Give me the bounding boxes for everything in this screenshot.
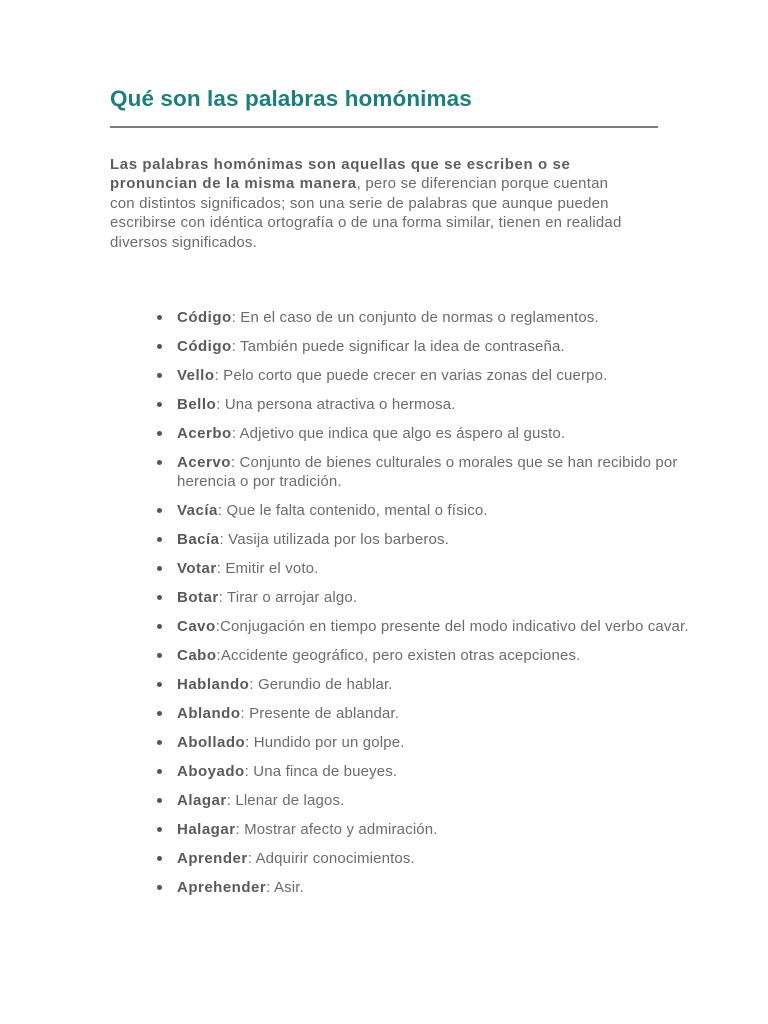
definition: : Tirar o arrojar algo. <box>218 589 358 607</box>
list-item <box>177 395 727 414</box>
intro-paragraph <box>110 155 630 252</box>
definition: : Que le falta contenido, mental o físico. <box>217 502 488 520</box>
intro-bold: Las palabras homónimas son aquellas que se escriben o se pronuncian de la misma manera <box>110 156 571 193</box>
term: Aprender <box>177 850 248 868</box>
term: Abollado <box>177 734 246 752</box>
term: Botar <box>177 589 219 607</box>
term: Bello <box>177 396 217 413</box>
term: Cabo <box>177 647 217 665</box>
definition: : Llenar de lagos. <box>226 792 345 810</box>
term: Vacía <box>177 502 218 520</box>
definition: : Conjunto de bienes culturales o morales que se han recibido por herencia o por tradición. <box>177 454 678 491</box>
definition: : Adjetivo que indica que algo es áspero al gusto. <box>231 425 566 442</box>
list-item <box>177 617 727 636</box>
list-item <box>177 366 727 385</box>
definition: : Pelo corto que puede crecer en varias zonas del cuerpo. <box>214 367 608 384</box>
definition: : Hundido por un golpe. <box>245 734 405 752</box>
list-item <box>177 849 727 868</box>
title-divider <box>110 126 658 128</box>
definition: : Mostrar afecto y admiración. <box>235 821 438 839</box>
definition: : Vasija utilizada por los barberos. <box>219 531 449 549</box>
list-item <box>177 820 727 839</box>
page-title: Qué son las palabras homónimas <box>110 86 472 111</box>
definition: : Gerundio de hablar. <box>249 676 393 694</box>
term: Código <box>177 338 232 355</box>
term: Hablando <box>177 676 250 694</box>
definition: : Presente de ablandar. <box>240 705 400 723</box>
term: Código <box>177 309 232 326</box>
definition: : En el caso de un conjunto de normas o reglamentos. <box>231 309 599 326</box>
term: Acervo <box>177 454 231 471</box>
list-item <box>177 453 727 492</box>
list-item <box>177 337 727 356</box>
definition: : Una finca de bueyes. <box>244 763 398 781</box>
definition: : Emitir el voto. <box>216 560 319 578</box>
definition: : Adquirir conocimientos. <box>247 850 415 868</box>
term: Bacía <box>177 531 220 549</box>
list-item <box>177 791 727 810</box>
list-item <box>177 878 727 897</box>
list-item <box>177 646 727 665</box>
definition: :Conjugación en tiempo presente del modo indicativo del verbo cavar. <box>215 618 689 636</box>
intro-text: , pero se diferencian porque cuentan con distintos significados; son una serie de palabras que aunque pueden escribirse con idéntica ortografía o de una forma similar, tienen en realidad diversos significados. <box>110 175 622 251</box>
definition: :Accidente geográfico, pero existen otras acepciones. <box>216 647 581 665</box>
list-item <box>177 704 727 723</box>
list-item <box>177 530 727 549</box>
list-item <box>177 588 727 607</box>
list-item <box>177 501 727 520</box>
term: Cavo <box>177 618 216 636</box>
term: Votar <box>177 560 217 578</box>
definition: : También puede significar la idea de contraseña. <box>231 338 565 355</box>
list-item <box>177 733 727 752</box>
term: Alagar <box>177 792 227 810</box>
term: Halagar <box>177 821 236 839</box>
definition: : Asir. <box>266 879 304 897</box>
list-item <box>177 424 727 443</box>
term: Aprehender <box>177 879 267 897</box>
term: Vello <box>177 367 215 384</box>
list-item <box>177 308 727 327</box>
definition: : Una persona atractiva o hermosa. <box>216 396 456 413</box>
list-item <box>177 559 727 578</box>
list-item <box>177 675 727 694</box>
homonyms-list <box>110 308 727 907</box>
list-item <box>177 762 727 781</box>
term: Acerbo <box>177 425 232 442</box>
term: Ablando <box>177 705 241 723</box>
term: Aboyado <box>177 763 245 781</box>
